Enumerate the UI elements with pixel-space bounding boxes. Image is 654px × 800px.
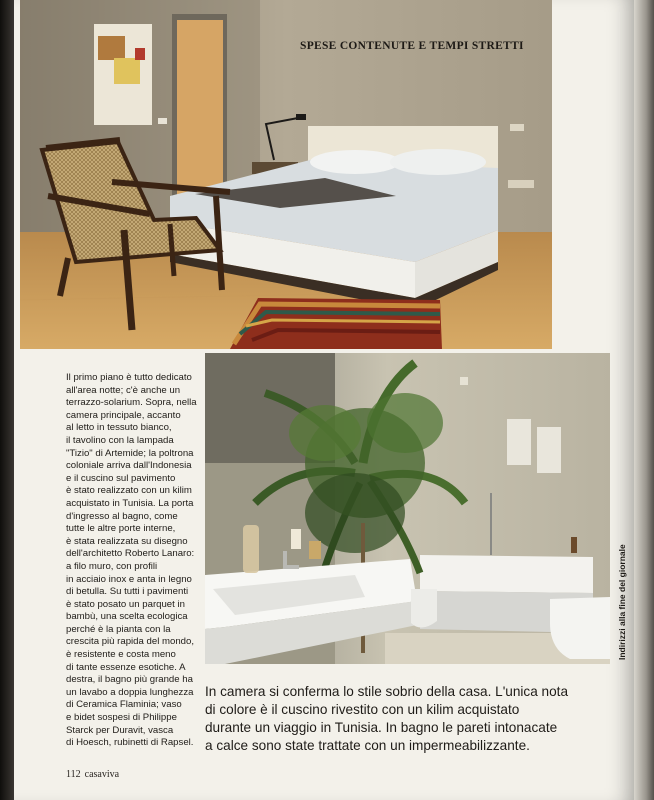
body-line: d'ingresso al bagno, come <box>66 510 178 522</box>
body-line: tutte le altre porte interne, <box>66 523 176 535</box>
caption-line: di colore è il cuscino rivestito con un kilim acquistato <box>205 702 520 717</box>
wall-toilet <box>550 597 610 659</box>
body-line: di betulla. Su tutti i pavimenti <box>66 586 189 598</box>
bath-picture-2 <box>537 427 561 473</box>
body-line: a filo muro, con profili <box>66 560 158 572</box>
body-line: di tante essenze esotiche. A <box>66 661 186 673</box>
body-line: bambù, una scelta ecologica <box>66 611 188 623</box>
caption-line: In camera si conferma lo stile sobrio della casa. L'unica nota <box>205 684 569 699</box>
body-line: al letto in tessuto bianco, <box>66 422 172 434</box>
book-spine <box>0 0 14 800</box>
body-line: di Ceramica Flaminia; vaso <box>66 699 182 711</box>
body-line: e bidet sospesi di Philippe <box>66 712 177 724</box>
body-line: è stato posato un parquet in <box>66 598 185 610</box>
body-line: è stato realizzato con un kilim <box>66 485 192 497</box>
bath-picture-1 <box>507 419 531 465</box>
page-number: 112 <box>66 769 81 780</box>
body-line: coloniale arriva dall'Indonesia <box>66 460 192 472</box>
body-text <box>66 372 206 750</box>
body-line: è resistente e costa meno <box>66 649 176 661</box>
body-line: dell'architetto Roberto Lanaro: <box>66 548 195 560</box>
body-line: acquistato in Tunisia. La porta <box>66 497 194 509</box>
body-line: camera principale, accanto <box>66 409 181 421</box>
body-line: crescita più rapida del mondo, <box>66 636 194 648</box>
page-folio <box>66 769 119 780</box>
bathroom-photo <box>205 353 610 664</box>
body-line: un lavabo a doppia lunghezza <box>66 686 194 698</box>
bedroom-photo <box>20 0 552 349</box>
bedroom-illustration <box>20 0 552 349</box>
page-edge <box>634 0 654 800</box>
photo-caption <box>205 683 610 755</box>
body-line: e il cuscino sul pavimento <box>66 472 176 484</box>
caption-line: a calce sono state trattate con un impermeabilizzante. <box>205 738 530 753</box>
body-line: all'area notte; c'è anche un <box>66 384 181 396</box>
kilim-cushion <box>230 298 442 349</box>
body-line: "Tizio" di Artemide; la poltrona <box>66 447 194 459</box>
headline: SPESE CONTENUTE E TEMPI STRETTI <box>300 40 524 52</box>
address-note: Indirizzi alla fine del giornale <box>617 544 627 660</box>
magazine-name: casaviva <box>84 769 120 780</box>
body-line: Il primo piano è tutto dedicato <box>66 372 192 383</box>
body-line: terrazzo-solarium. Sopra, nella <box>66 397 197 409</box>
body-line: è stata realizzata su disegno <box>66 535 188 547</box>
body-line: Starck per Duravit, vasca <box>66 724 174 736</box>
body-line: di Hoesch, rubinetti di Rapsel. <box>66 737 194 749</box>
bathroom-illustration <box>205 353 610 664</box>
bathtub <box>420 555 593 593</box>
glass-bottle <box>243 525 259 573</box>
body-line: il tavolino con la lampada <box>66 434 174 446</box>
body-line: destra, il bagno più grande ha <box>66 674 193 686</box>
body-line: in acciaio inox e anta in legno <box>66 573 192 585</box>
caption-line: durante un viaggio in Tunisia. In bagno le pareti intonacate <box>205 720 558 735</box>
body-line: perché è la pianta con la <box>66 623 171 635</box>
